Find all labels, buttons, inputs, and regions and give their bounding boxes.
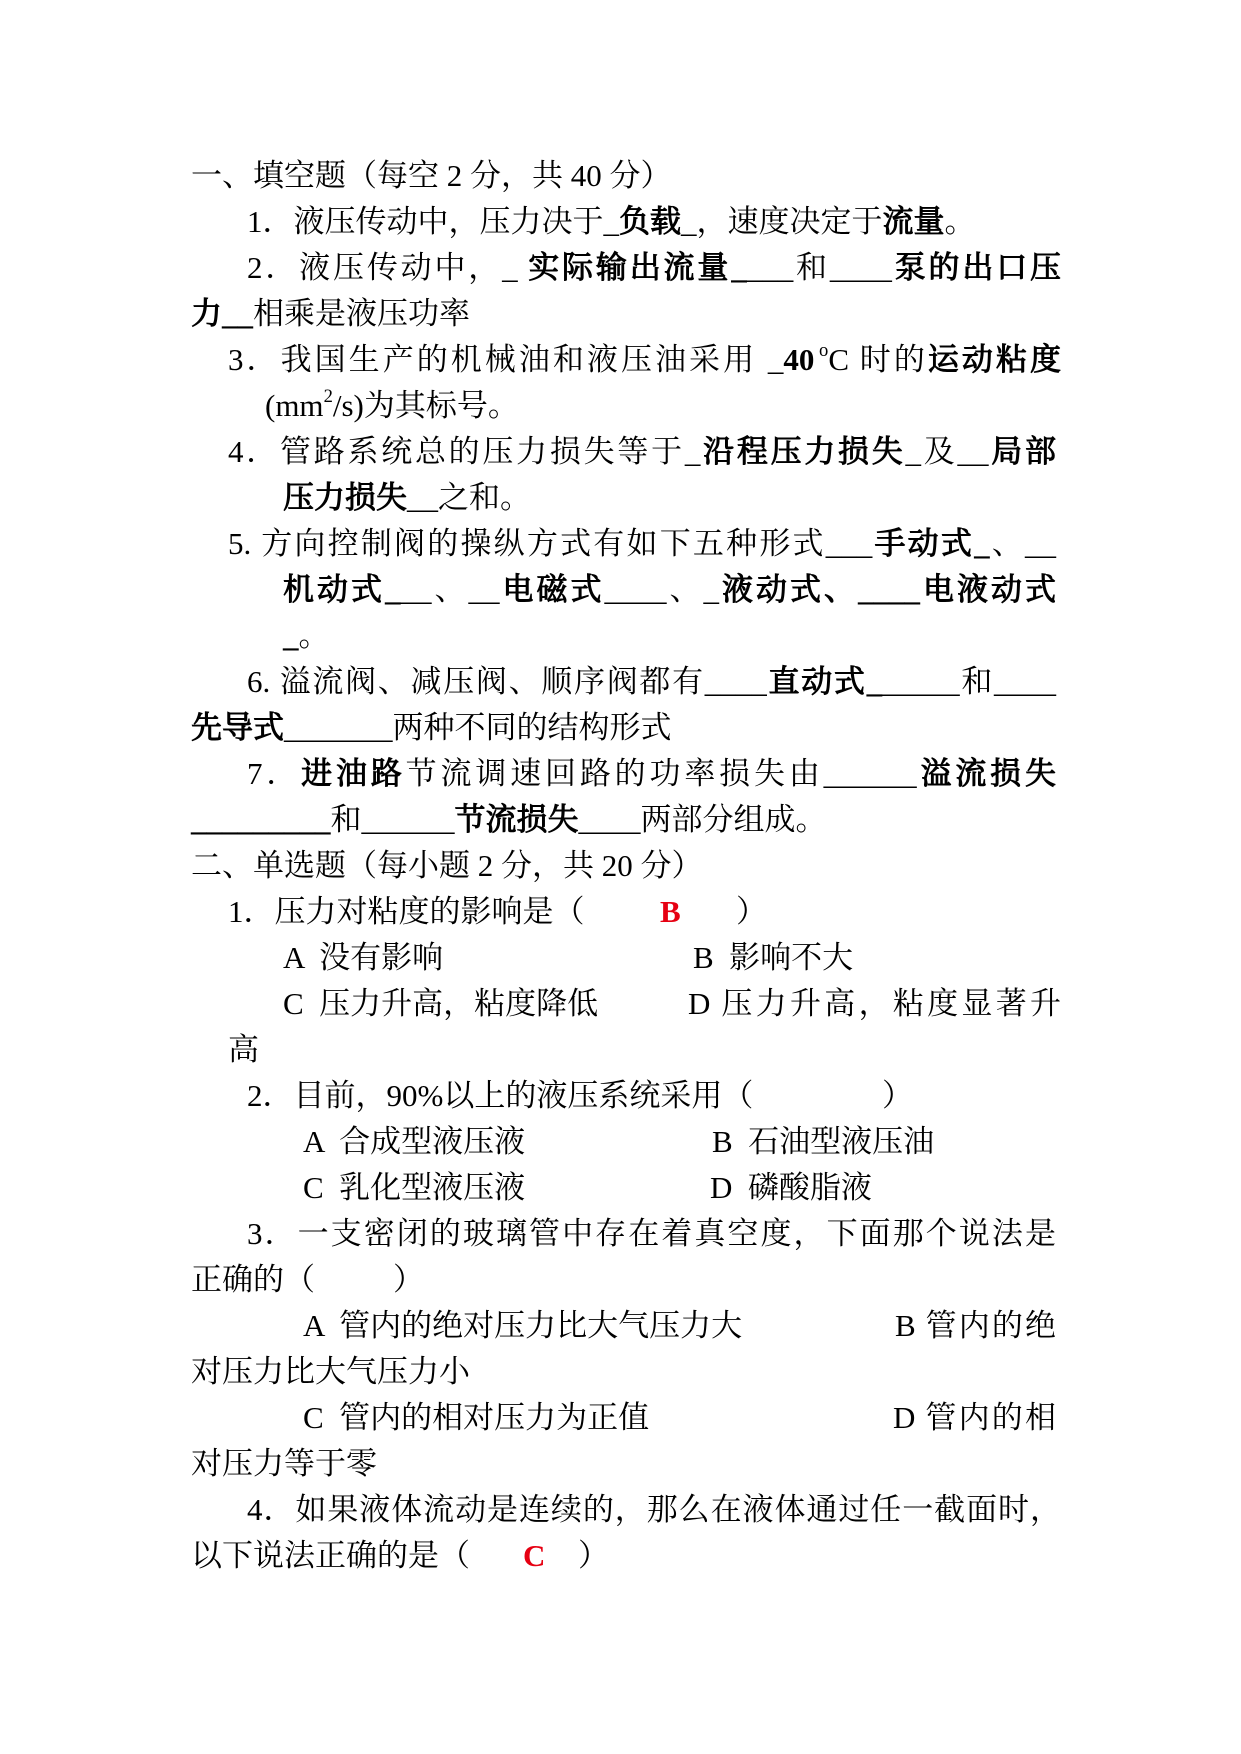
section-heading-fill-blank: 一、填空题（每空 2 分，共 40 分） — [191, 158, 672, 193]
choice-q4-close-paren: ） — [578, 1538, 609, 1573]
choice-q2-option-c: C 乳化型液压液 — [303, 1170, 526, 1205]
fill-q2-text-2: ___和____ — [746, 250, 892, 285]
fill-q4-text-3: __之和。 — [407, 480, 531, 515]
choice-q3-close-paren: ） — [393, 1262, 424, 1297]
fill-q5-text-4: ____、_ — [604, 572, 719, 607]
choice-q1-option-d-wrap: 高 — [228, 1032, 259, 1067]
fill-q4-text-1: 4．管路系统总的压力损失等于_ — [228, 434, 701, 469]
fill-q6-text-2: _____和____ — [882, 664, 1057, 699]
fill-q7-text-1: 节流调速回路的功率损失由______ — [405, 756, 917, 791]
fill-q6-answer-2: 先导式 — [191, 710, 284, 745]
fill-q5-line-2 — [283, 567, 1056, 613]
fill-q3-text-1: 3．我国生产的机械油和液压油采用 _ — [228, 342, 784, 377]
fill-q5-line-3 — [283, 613, 330, 659]
choice-q4-stem-wrap: 以下说法正确的是（ — [191, 1538, 470, 1573]
fill-q7-text-2: 和______ — [330, 802, 455, 837]
choice-q2-option-b: B 石油型液压油 — [712, 1124, 935, 1159]
choice-q2-option-a: A 合成型液压液 — [303, 1124, 526, 1159]
fill-q7-answer-3: 节流损失 — [454, 802, 579, 837]
fill-q3-line-2 — [265, 383, 519, 429]
fill-q5-answer-5: ____电液动式 — [858, 572, 1056, 607]
section-heading-single-choice: 二、单选题（每小题 2 分，共 20 分） — [191, 848, 703, 883]
fill-q4-answer-2-end: 压力损失 — [283, 480, 407, 515]
fill-q1 — [247, 199, 976, 245]
fill-q5-answer-1: 手动式_ — [872, 526, 990, 561]
fill-q3-unit-2: /s)为其标号。 — [332, 388, 519, 423]
fill-q5-line-1 — [228, 521, 1056, 567]
choice-q3-option-c: C 管内的相对压力为正值 — [303, 1400, 650, 1435]
fill-q2-line-1 — [247, 245, 1061, 291]
choice-q4-answer: C — [523, 1538, 546, 1573]
fill-q3-unit-exponent: 2 — [323, 386, 333, 408]
choice-q4-stem: 4．如果液体流动是连续的，那么在液体通过任一截面时， — [247, 1492, 1061, 1527]
fill-q4-text-2: _及__ — [905, 434, 989, 469]
fill-q6-text-3: _______两种不同的结构形式 — [284, 710, 672, 745]
fill-q1-text-2: _，速度决定于 — [681, 204, 883, 239]
choice-q1-answer: B — [660, 894, 681, 929]
fill-q5-answer-3: 电磁式 — [499, 572, 605, 607]
choice-q1-option-c: C 压力升高，粘度降低 — [283, 986, 599, 1021]
fill-q7-line-1 — [247, 751, 1056, 797]
fill-q6-line-1 — [247, 659, 1056, 705]
fill-q4-line-2 — [283, 475, 531, 521]
fill-q1-answer-2: 流量 — [882, 204, 945, 239]
fill-q5-text-2: 、__ — [989, 526, 1057, 561]
fill-q3-degree-mark: o — [819, 340, 829, 362]
fill-q2-answer-2: 泵的出口压 — [891, 250, 1062, 285]
fill-q4-line-1 — [228, 429, 1056, 475]
choice-q3-option-a: A 管内的绝对压力比大气压力大 — [303, 1308, 743, 1343]
fill-q3-answer-temperature: 40 — [783, 342, 815, 377]
fill-q3-line-1 — [228, 337, 1061, 383]
fill-q1-text-3: 。 — [944, 204, 976, 239]
fill-q3-text-2: C 时的 — [828, 342, 928, 377]
fill-q7-text-3: ____两部分组成。 — [578, 802, 827, 837]
fill-q5-answer-4: 液动式、 — [719, 572, 858, 607]
fill-q2-line-2 — [191, 291, 470, 337]
choice-q2-close-paren: ） — [882, 1078, 913, 1113]
fill-q5-answer-2: 机动式_ — [283, 572, 401, 607]
choice-q1-close-paren: ） — [736, 894, 767, 929]
fill-q1-text-1: 1．液压传动中，压力决于_ — [247, 204, 619, 239]
fill-q4-answer-2: 局部 — [988, 434, 1057, 469]
fill-q5-answer-5-end: _ — [283, 618, 299, 653]
choice-q3-option-b-wrap: 对压力比大气压力小 — [191, 1354, 470, 1389]
choice-q3-option-d-wrap: 对压力等于零 — [191, 1446, 377, 1481]
fill-q5-text-3: __、__ — [400, 572, 500, 607]
choice-q3-stem: 3．一支密闭的玻璃管中存在着真空度，下面那个说法是 — [247, 1216, 1056, 1251]
fill-q2-answer-2-end: 力__ — [191, 296, 253, 331]
fill-q7-answer-1: 进油路 — [301, 756, 406, 791]
fill-q5-text-1: 5. 方向控制阀的操纵方式有如下五种形式___ — [228, 526, 873, 561]
choice-q2-stem: 2．目前，90%以上的液压系统采用（ — [247, 1078, 754, 1113]
choice-q1-option-a: A 没有影响 — [283, 940, 444, 975]
fill-q3-unit-1: (mm — [265, 388, 324, 423]
choice-q1-option-d: D 压力升高，粘度显著升 — [688, 986, 1061, 1021]
choice-q1-stem: 1．压力对粘度的影响是（ — [228, 894, 585, 929]
fill-q7-line-2 — [191, 797, 827, 843]
fill-q2-text-3: 相乘是液压功率 — [253, 296, 470, 331]
fill-q7-number: 7． — [247, 756, 302, 791]
choice-q3-stem-wrap: 正确的（ — [191, 1262, 315, 1297]
fill-q6-line-2 — [191, 705, 672, 751]
choice-q2-option-d: D 磷酸脂液 — [710, 1170, 872, 1205]
fill-q2-text-1: 2．液压传动中，_ — [247, 250, 529, 285]
fill-q5-text-5: 。 — [298, 618, 330, 653]
fill-q6-answer-1: 直动式_ — [766, 664, 883, 699]
choice-q3-option-d: D 管内的相 — [893, 1400, 1056, 1435]
fill-q7-answer-2: 溢流损失 — [916, 756, 1057, 791]
fill-q4-answer-1: 沿程压力损失 — [700, 434, 906, 469]
fill-q1-answer-1: 负载 — [619, 204, 681, 239]
fill-q7-answer-2-end: _________ — [191, 802, 331, 837]
choice-q1-option-b: B 影响不大 — [693, 940, 854, 975]
fill-q2-answer-1: 实际输出流量_ — [528, 250, 747, 285]
fill-q6-text-1: 6. 溢流阀、减压阀、顺序阀都有____ — [247, 664, 767, 699]
choice-q3-option-b: B 管内的绝 — [895, 1308, 1056, 1343]
fill-q3-answer-viscosity: 运动粘度 — [927, 342, 1062, 377]
